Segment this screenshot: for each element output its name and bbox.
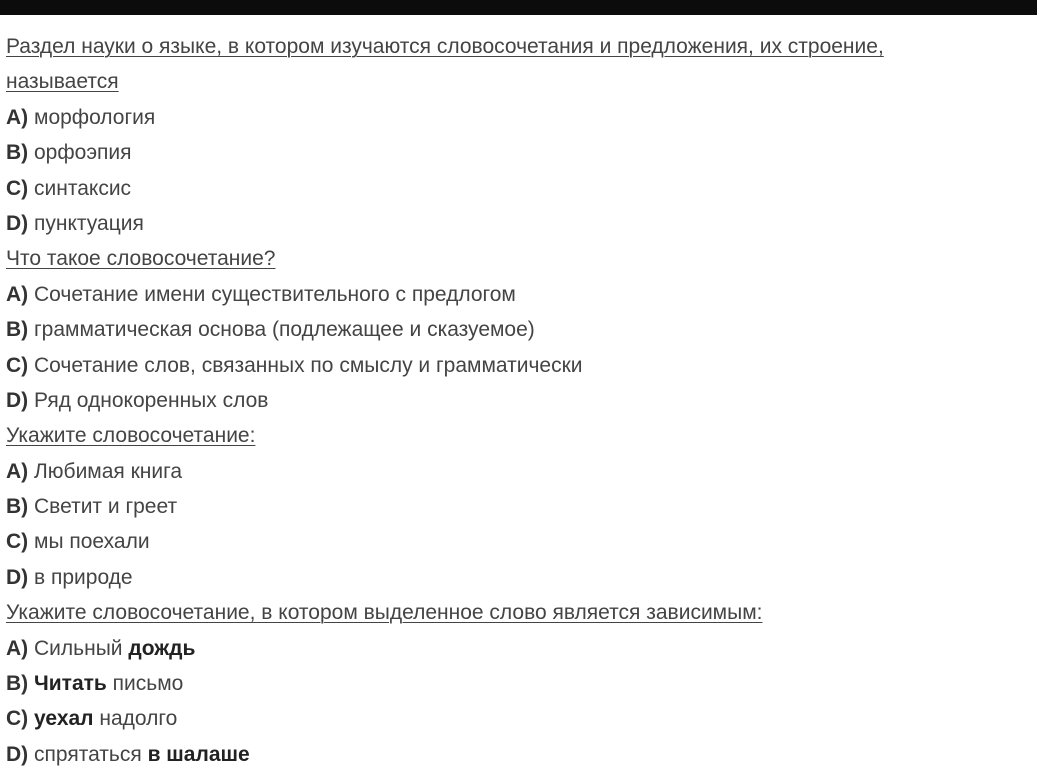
option-letter: D) xyxy=(6,742,29,766)
option-letter: D) xyxy=(6,211,29,235)
option-letter: C) xyxy=(6,176,29,200)
top-bar xyxy=(0,0,1037,15)
question-2: Что такое словосочетание? xyxy=(6,247,276,271)
option-text: Сочетание имени существительного с предлогом xyxy=(28,282,516,306)
quiz-document xyxy=(6,29,1026,772)
option-2d xyxy=(6,383,1026,418)
option-letter: A) xyxy=(6,105,29,129)
option-2a xyxy=(6,277,1026,312)
option-text: спрятаться xyxy=(28,742,148,766)
option-1b xyxy=(6,135,1026,170)
option-letter: A) xyxy=(6,459,29,483)
option-1d xyxy=(6,206,1026,241)
option-letter: A) xyxy=(6,636,29,660)
option-2c xyxy=(6,348,1026,383)
option-text: орфоэпия xyxy=(28,141,132,165)
question-2-wrap xyxy=(6,241,1026,276)
option-letter: B) xyxy=(6,141,29,165)
option-letter: C) xyxy=(6,353,29,377)
option-letter: D) xyxy=(6,565,29,589)
option-3d xyxy=(6,560,1026,595)
option-text: Сильный xyxy=(28,636,129,660)
option-bold-text: дождь xyxy=(128,636,196,660)
option-4b xyxy=(6,666,1026,701)
option-bold-text: Читать xyxy=(34,672,107,696)
option-letter: C) xyxy=(6,707,29,731)
option-4d xyxy=(6,737,1026,772)
question-4: Укажите словосочетание, в котором выделенное слово является зависимым: xyxy=(6,601,763,625)
question-1-line-2: называется xyxy=(6,70,119,94)
option-text: пунктуация xyxy=(28,211,144,235)
option-text: Любимая книга xyxy=(28,459,183,483)
option-text: Сочетание слов, связанных по смыслу и грамматически xyxy=(28,353,583,377)
option-1a xyxy=(6,100,1026,135)
option-text: Ряд однокоренных слов xyxy=(28,388,269,412)
option-letter: B) xyxy=(6,495,29,519)
option-letter: B) xyxy=(6,318,29,342)
option-letter: B) xyxy=(6,672,29,696)
option-text-after: письмо xyxy=(106,672,184,696)
option-text: синтаксис xyxy=(28,176,132,200)
option-text: Светит и греет xyxy=(28,495,178,519)
option-text: в природе xyxy=(28,565,133,589)
question-1-line-1: Раздел науки о языке, в котором изучаются словосочетания и предложения, их строение, xyxy=(6,35,884,58)
option-letter: C) xyxy=(6,530,29,554)
option-bold-text: в шалаше xyxy=(147,742,250,766)
option-bold-text: уехал xyxy=(34,707,94,731)
question-4-wrap xyxy=(6,595,1026,630)
option-2b xyxy=(6,312,1026,347)
option-3c xyxy=(6,524,1026,559)
option-4a xyxy=(6,631,1026,666)
option-letter: A) xyxy=(6,282,29,306)
option-text-after: надолго xyxy=(93,707,178,731)
option-letter: D) xyxy=(6,388,29,412)
option-1c xyxy=(6,171,1026,206)
option-4c xyxy=(6,701,1026,736)
question-3-wrap xyxy=(6,418,1026,453)
option-3a xyxy=(6,454,1026,489)
option-text: грамматическая основа (подлежащее и сказуемое) xyxy=(28,318,535,342)
option-text: морфология xyxy=(28,105,156,129)
option-text: мы поехали xyxy=(28,530,150,554)
question-3: Укажите словосочетание: xyxy=(6,424,256,448)
option-3b xyxy=(6,489,1026,524)
